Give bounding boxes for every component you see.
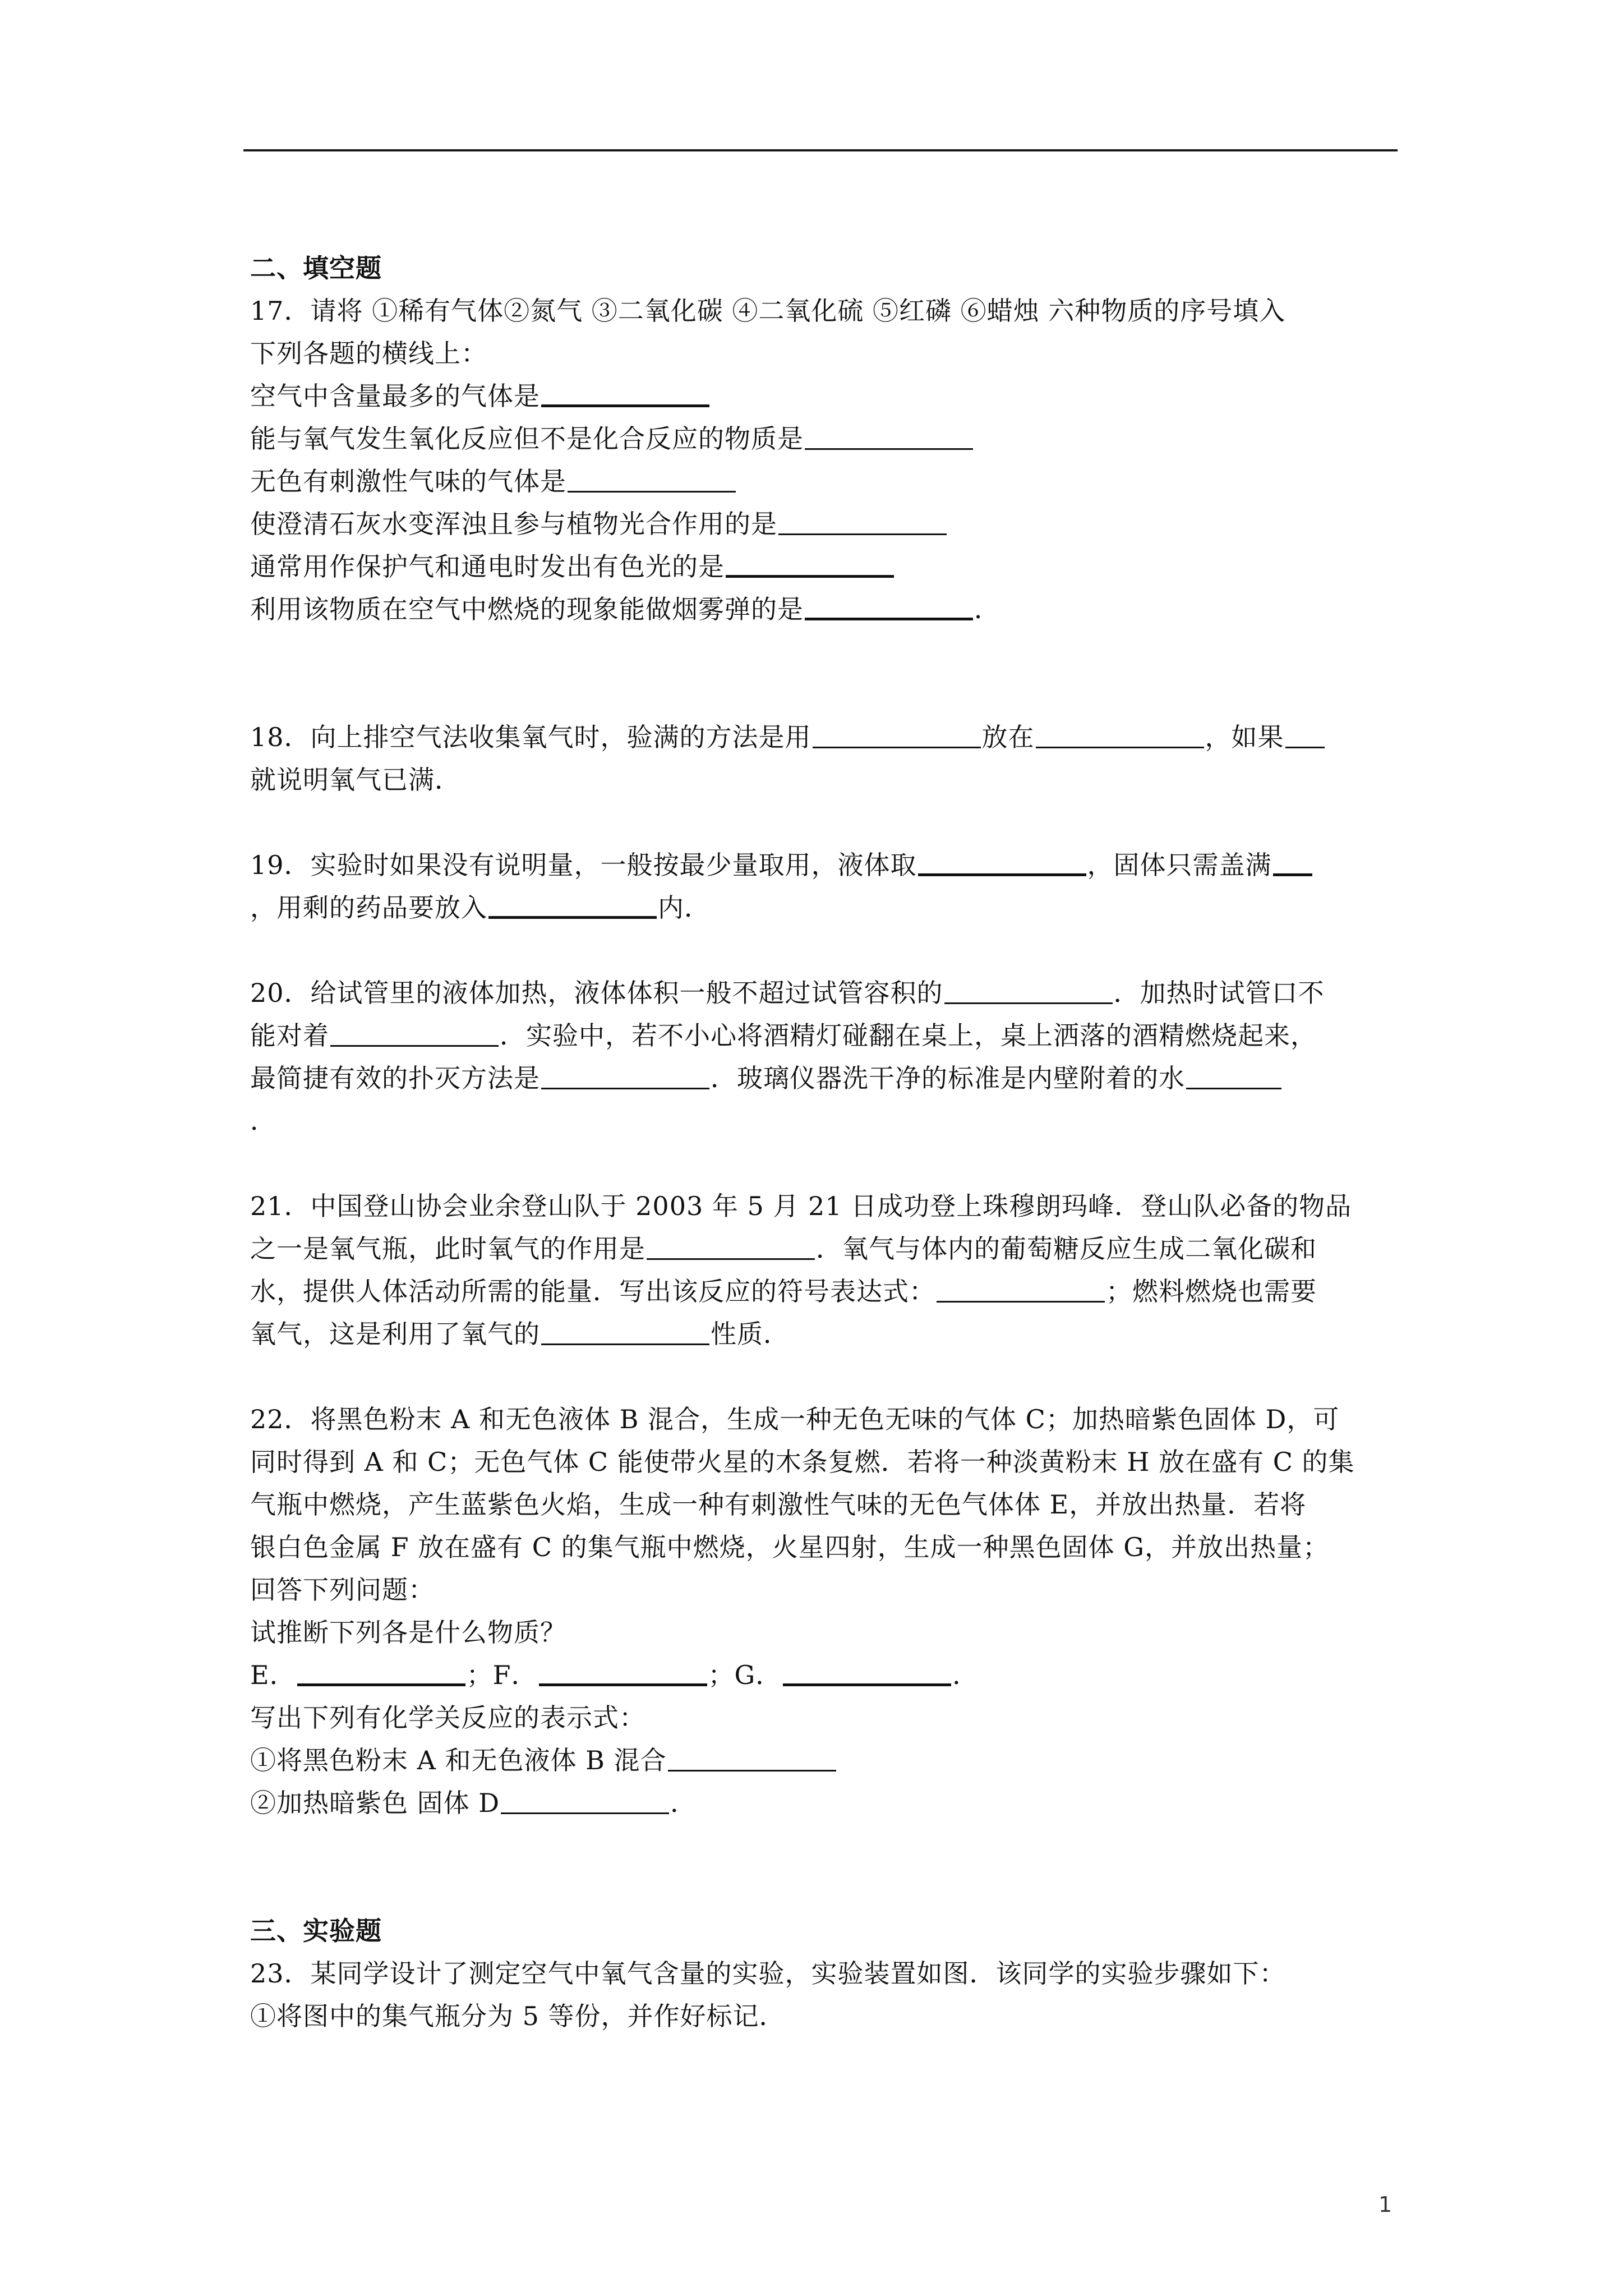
q17-item4-blank[interactable]	[778, 509, 947, 535]
q20-line2-part1: 能对着	[250, 1020, 329, 1051]
q20-blank3[interactable]	[541, 1063, 709, 1089]
q21-line3	[250, 1270, 1317, 1313]
q21-line4	[250, 1313, 790, 1355]
q18-blank3[interactable]	[1285, 722, 1325, 748]
q22-g-label: ；G．	[708, 1660, 782, 1690]
section-heading-experiment: 三、实验题	[250, 1916, 382, 1946]
q17-item5-blank[interactable]	[726, 550, 894, 578]
q20-line1-part2: ．加热时试管口不	[1113, 978, 1325, 1008]
q21-line2-part2: ．氧气与体内的葡萄糖反应生成二氧化碳和	[816, 1234, 1317, 1264]
q19-blank1[interactable]	[918, 849, 1086, 876]
header-rule	[243, 149, 1398, 151]
q20-line3-part1: 最简捷有效的扑灭方法是	[250, 1063, 540, 1093]
q18-part2: 放在	[981, 722, 1035, 752]
section-heading-fill-blank: 二、填空题	[250, 253, 382, 283]
q23-line2: ①将图中的集气瓶分为 5 等份，并作好标记．	[250, 2001, 786, 2031]
q20-line1-part1: 20．给试管里的液体加热，液体体积一般不超过试管容积的	[250, 978, 943, 1008]
q20-line2-part2: ．实验中，若不小心将酒精灯碰翻在桌上，桌上洒落的酒精燃烧起来，	[500, 1020, 1317, 1051]
q19-blank2[interactable]	[1273, 849, 1312, 876]
q21-line2-part1: 之一是氧气瓶，此时氧气的作用是	[250, 1234, 645, 1264]
q17-item1-text: 空气中含量最多的气体是	[250, 381, 540, 411]
q22-e-blank[interactable]	[297, 1659, 465, 1686]
q21-line4-part1: 氧气，这是利用了氧气的	[250, 1319, 540, 1349]
q18-part3: ，如果	[1205, 722, 1284, 752]
q18-blank1[interactable]	[813, 722, 981, 748]
q22-line9	[250, 1739, 837, 1782]
q17-item1	[250, 375, 711, 417]
q21-line1: 21．中国登山协会业余登山队于 2003 年 5 月 21 日成功登上珠穆朗玛峰．登山队必备的物品	[250, 1191, 1352, 1221]
q21-blank3[interactable]	[541, 1319, 709, 1345]
q22-line8: 写出下列有化学关反应的表示式：	[250, 1703, 645, 1733]
q22-line1: 22．将黑色粉末 A 和无色液体 B 混合，生成一种无色无味的气体 C；加热暗紫色固体 D，可	[250, 1404, 1340, 1434]
q17-item2	[250, 417, 974, 460]
q20-line1	[250, 972, 1325, 1014]
q17-item2-blank[interactable]	[805, 424, 973, 450]
q22-g-end: ．	[952, 1660, 979, 1690]
q17-item3	[250, 460, 737, 503]
q17-item4	[250, 503, 948, 545]
q22-g-blank[interactable]	[783, 1659, 951, 1686]
q20-blank4[interactable]	[1186, 1063, 1281, 1089]
q22-line6: 试推断下列各是什么物质？	[250, 1617, 566, 1648]
q21-blank2[interactable]	[937, 1276, 1105, 1303]
q17-item1-blank[interactable]	[541, 380, 709, 407]
page-number: 1	[1378, 2192, 1393, 2217]
q22-blank-reaction1[interactable]	[668, 1745, 836, 1772]
q22-line5: 回答下列问题：	[250, 1575, 435, 1605]
q20-line4: ．	[250, 1106, 276, 1136]
q21-line3-part1: 水，提供人体活动所需的能量．写出该反应的符号表达式：	[250, 1276, 935, 1306]
q19-line2	[250, 886, 711, 929]
q19-blank3[interactable]	[488, 891, 657, 919]
q18-part1: 18．向上排空气法收集氧气时，验满的方法是用	[250, 722, 811, 752]
q20-line3-part2: ．玻璃仪器洗干净的标准是内壁附着的水	[711, 1063, 1185, 1093]
q17-item5	[250, 545, 895, 588]
q20-line2	[250, 1014, 1317, 1057]
q22-f-label: ；F．	[466, 1660, 538, 1690]
q19-part2: ，固体只需盖满	[1087, 850, 1272, 880]
q17-item6-text: 利用该物质在空气中燃烧的现象能做烟雾弹的是	[250, 594, 804, 624]
q17-item6-end: ．	[974, 594, 1000, 624]
q21-line3-part2: ；燃料燃烧也需要	[1106, 1276, 1317, 1306]
q19-part1: 19．实验时如果没有说明量，一般按最少量取用，液体取	[250, 850, 917, 880]
q22-line7	[250, 1654, 979, 1696]
q21-line4-part2: 性质．	[711, 1319, 790, 1349]
q22-line2: 同时得到 A 和 C；无色气体 C 能使带火星的木条复燃．若将一种淡黄粉末 H 放在盛有 C 的集	[250, 1447, 1355, 1477]
q19-line2-part2: 内．	[658, 892, 711, 923]
q17-item6-blank[interactable]	[805, 593, 973, 620]
q19-line1	[250, 844, 1313, 886]
q19-line2-part1: ，用剩的药品要放入	[250, 892, 487, 923]
q22-line10-end: ．	[670, 1788, 697, 1818]
q17-item3-text: 无色有刺激性气味的气体是	[250, 466, 566, 496]
q20-line3	[250, 1057, 1283, 1099]
q22-line3: 气瓶中燃烧，产生蓝紫色火焰，生成一种有刺激性气味的无色气体体 E，并放出热量．若将	[250, 1489, 1307, 1520]
q22-line9-text: ①将黑色粉末 A 和无色液体 B 混合	[250, 1745, 667, 1775]
q21-blank1[interactable]	[647, 1234, 815, 1260]
q20-blank1[interactable]	[944, 978, 1113, 1004]
q22-line4: 银白色金属 F 放在盛有 C 的集气瓶中燃烧，火星四射，生成一种黑色固体 G，并放出热量；	[250, 1532, 1329, 1562]
q18-line2: 就说明氧气已满．	[250, 765, 461, 795]
q20-blank2[interactable]	[330, 1020, 499, 1047]
q17-item5-text: 通常用作保护气和通电时发出有色光的是	[250, 551, 725, 582]
q22-f-blank[interactable]	[539, 1659, 707, 1686]
q22-blank-reaction2[interactable]	[501, 1788, 669, 1814]
q22-line10-text: ②加热暗紫色 固体 D	[250, 1788, 500, 1818]
q22-line10	[250, 1782, 697, 1824]
q17-item4-text: 使澄清石灰水变浑浊且参与植物光合作用的是	[250, 509, 777, 539]
q23-line1: 23．某同学设计了测定空气中氧气含量的实验，实验装置如图．该同学的实验步骤如下：	[250, 1958, 1286, 1989]
q17-item2-text: 能与氧气发生氧化反应但不是化合反应的物质是	[250, 424, 804, 454]
q22-e-label: E．	[250, 1660, 296, 1690]
q17-stem-line1: 17．请将 ①稀有气体②氮气 ③二氧化碳 ④二氧化硫 ⑤红磷 ⑥蜡烛 六种物质的序号填入	[250, 296, 1286, 326]
q21-line2	[250, 1227, 1317, 1270]
q17-item3-blank[interactable]	[568, 466, 736, 493]
q17-stem-line2: 下列各题的横线上：	[250, 338, 487, 369]
q17-item6	[250, 588, 1000, 631]
q18-line1	[250, 716, 1326, 758]
q18-blank2[interactable]	[1036, 722, 1204, 748]
